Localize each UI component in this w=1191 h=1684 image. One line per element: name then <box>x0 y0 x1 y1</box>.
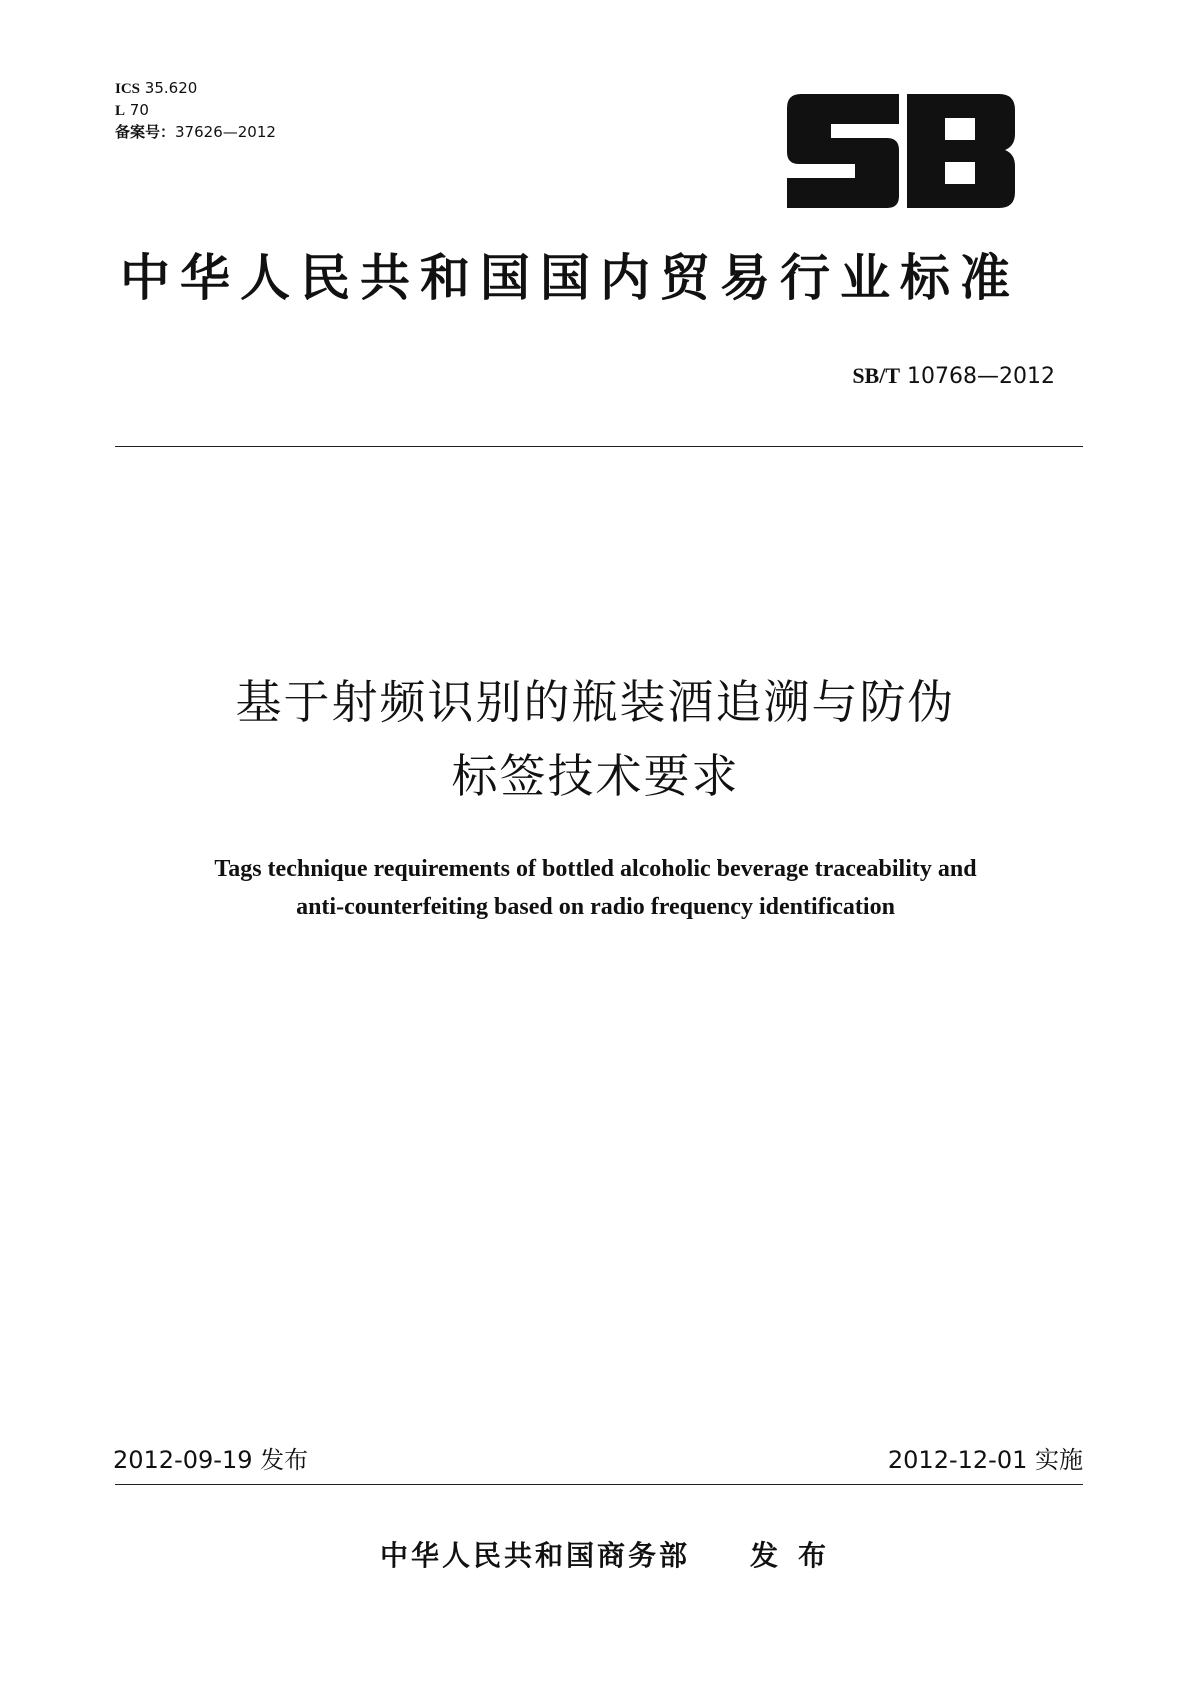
standard-code: 10768—2012 <box>907 364 1055 389</box>
record-label: 备案号： <box>115 123 176 141</box>
record-value: 37626—2012 <box>175 123 276 141</box>
top-divider <box>115 446 1083 447</box>
sb-logo-letter-b <box>907 94 1015 208</box>
publisher-name: 中华人民共和国商务部 <box>380 1539 691 1572</box>
bottom-divider <box>115 1484 1083 1485</box>
sb-logo-letter-s <box>787 94 899 208</box>
title-cn-line2: 标签技术要求 <box>451 749 740 803</box>
implementation-date: 2012-12-01 实施 <box>887 1446 1083 1474</box>
record-line <box>115 122 276 143</box>
title-cn-line1: 基于射频识别的瓶装酒追溯与防伪 <box>235 675 956 729</box>
ccs-value: 70 <box>129 101 149 119</box>
standard-prefix: SB/T <box>852 363 901 388</box>
ics-label: ICS <box>115 81 141 97</box>
ics-line <box>115 78 276 100</box>
title-en-line2: anti-counterfeiting based on radio frequency identification <box>296 894 895 920</box>
ccs-label: L <box>115 103 126 119</box>
standard-number <box>852 362 1055 391</box>
publish-action: 发布 <box>750 1539 847 1572</box>
ccs-line <box>115 100 276 122</box>
sb-logo-graphic <box>787 94 1015 208</box>
classification-block <box>115 78 276 143</box>
sb-logo <box>787 94 1015 208</box>
title-en-line1: Tags technique requirements of bottled alcoholic beverage traceability and <box>214 856 977 882</box>
issue-date: 2012-09-19 发布 <box>113 1446 309 1474</box>
header-title: 中华人民共和国国内贸易行业标准 <box>120 249 1020 307</box>
ics-value: 35.620 <box>144 79 198 97</box>
